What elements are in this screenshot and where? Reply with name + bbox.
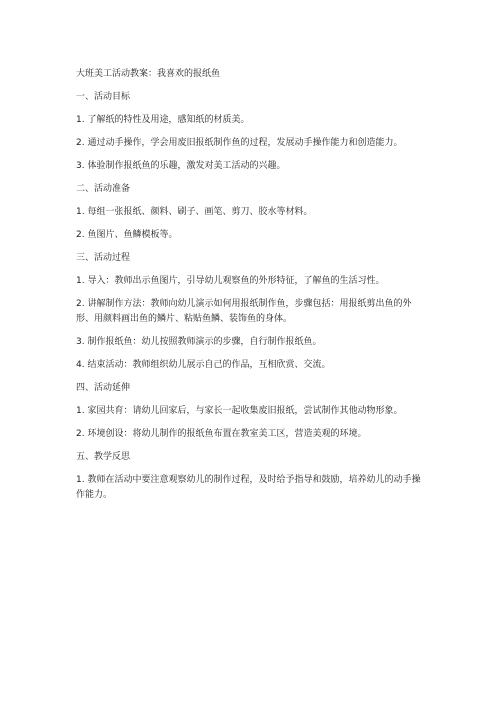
section-heading-goals: 一、活动目标 — [76, 92, 131, 102]
goal-item: 1. 了解纸的特性及用途，感知纸的材质美。 — [76, 115, 250, 125]
process-item: 4. 结束活动：教师组织幼儿展示自己的作品，互相欣赏、交流。 — [76, 360, 331, 370]
section-heading-reflection: 五、教学反思 — [76, 452, 131, 462]
goal-item: 2. 通过动手操作，学会用废旧报纸制作鱼的过程，发展动手操作能力和创造能力。 — [76, 138, 403, 148]
preparation-item: 2. 鱼图片、鱼鳞模板等。 — [76, 230, 178, 240]
process-item: 1. 导入：教师出示鱼图片，引导幼儿观察鱼的外形特征，了解鱼的生活习性。 — [76, 276, 385, 286]
process-item: 2. 讲解制作方法：教师向幼儿演示如何用报纸制作鱼，步骤包括：用报纸剪出鱼的外形、用颜料画出鱼的鳞片、粘贴鱼鳞、装饰鱼的身体。 — [76, 299, 412, 324]
document-title: 大班美工活动教案：我喜欢的报纸鱼 — [76, 69, 221, 79]
document-page — [76, 67, 422, 511]
reflection-item: 1. 教师在活动中要注意观察幼儿的制作过程，及时给予指导和鼓励，培养幼儿的动手操作能力。 — [76, 475, 421, 500]
section-heading-process: 三、活动过程 — [76, 253, 131, 263]
process-item: 3. 制作报纸鱼：幼儿按照教师演示的步骤，自行制作报纸鱼。 — [76, 337, 322, 347]
preparation-item: 1. 每组一张报纸、颜料、刷子、画笔、剪刀、胶水等材料。 — [76, 207, 313, 217]
section-heading-preparation: 二、活动准备 — [76, 184, 131, 194]
section-heading-extension: 四、活动延伸 — [76, 383, 131, 393]
extension-item: 2. 环境创设：将幼儿制作的报纸鱼布置在教室美工区，营造美观的环境。 — [76, 429, 367, 439]
goal-item: 3. 体验制作报纸鱼的乐趣，激发对美工活动的兴趣。 — [76, 161, 286, 171]
extension-item: 1. 家园共育：请幼儿回家后，与家长一起收集废旧报纸，尝试制作其他动物形象。 — [76, 406, 403, 416]
